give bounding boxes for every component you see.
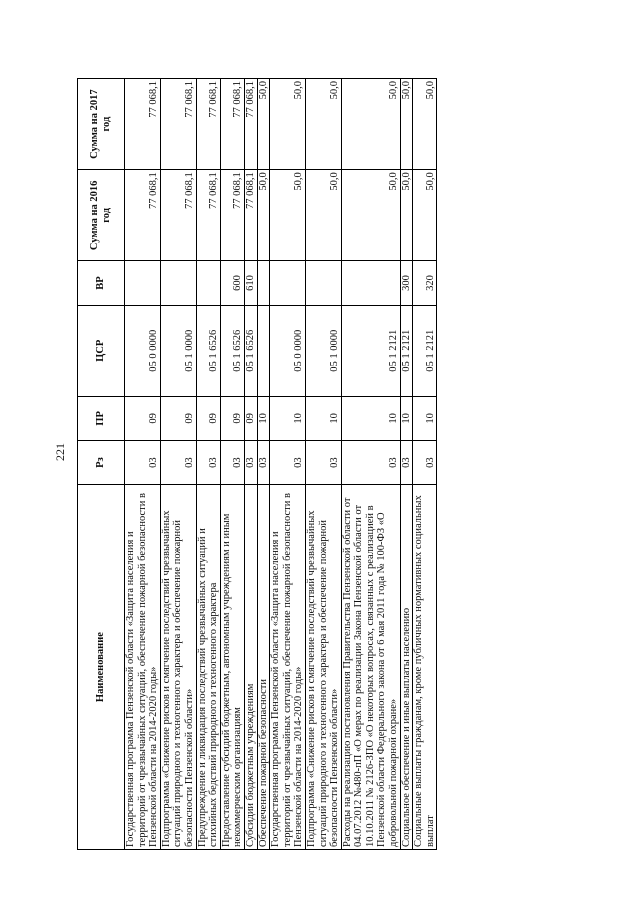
row-sum-2016: 77 068,1 — [220, 170, 244, 261]
table-row — [341, 79, 400, 850]
row-sum-2016: 50,0 — [305, 170, 341, 261]
row-name: Предоставление субсидий бюджетным, автономным учреждениям и иным некоммерческим организациям — [220, 485, 244, 850]
table-row — [220, 79, 244, 850]
row-pr: 10 — [413, 396, 437, 440]
row-pr: 10 — [341, 396, 400, 440]
row-vr — [196, 261, 220, 305]
row-name: Социальные выплаты гражданам, кроме публичных нормативных социальных выплат — [413, 485, 437, 850]
row-name: Подпрограмма «Снижение рисков и смягчение последствий чрезвычайных ситуаций природного и техногенного характера и обеспечение пожарной безопасности Пензенской области» — [160, 485, 196, 850]
row-name: Государственная программа Пензенской области «Защита населения и территорий от чрезвычайных ситуаций, обеспечение пожарной безопасности в Пензенской области на 2014-2020 годы» — [125, 485, 161, 850]
col-header-csr: ЦСР — [78, 305, 125, 396]
row-name: Социальное обеспечение и иные выплаты населению — [400, 485, 413, 850]
row-sum-2016: 50,0 — [341, 170, 400, 261]
row-pr: 10 — [305, 396, 341, 440]
table-header-row — [78, 79, 125, 850]
row-vr: 610 — [244, 261, 257, 305]
row-name: Государственная программа Пензенской области «Защита населения и территорий от чрезвычайных ситуаций, обеспечение пожарной безопасности в Пензенской области на 2014-2020 годы» — [270, 485, 306, 850]
row-csr: 05 0 0000 — [125, 305, 161, 396]
row-vr — [125, 261, 161, 305]
row-pr: 10 — [257, 396, 270, 440]
row-sum-2017: 50,0 — [270, 79, 306, 170]
row-sum-2017: 50,0 — [413, 79, 437, 170]
col-header-vr: ВР — [78, 261, 125, 305]
row-pr: 09 — [244, 396, 257, 440]
row-sum-2017: 50,0 — [400, 79, 413, 170]
table-row — [413, 79, 437, 850]
row-vr — [257, 261, 270, 305]
row-name: Обеспечение пожарной безопасности — [257, 485, 270, 850]
row-sum-2017: 77 068,1 — [196, 79, 220, 170]
table-row — [244, 79, 257, 850]
row-sum-2017: 50,0 — [257, 79, 270, 170]
row-sum-2016: 77 068,1 — [125, 170, 161, 261]
row-sum-2016: 77 068,1 — [244, 170, 257, 261]
row-name: Субсидии бюджетным учреждениям — [244, 485, 257, 850]
row-csr: 05 1 6526 — [196, 305, 220, 396]
col-header-pr: ПР — [78, 396, 125, 440]
table-row — [196, 79, 220, 850]
row-csr: 05 1 6526 — [244, 305, 257, 396]
row-sum-2017: 77 068,1 — [244, 79, 257, 170]
row-name: Подпрограмма «Снижение рисков и смягчение последствий чрезвычайных ситуаций природного и техногенного характера и обеспечение пожарной безопасности Пензенской области» — [305, 485, 341, 850]
row-pr: 10 — [400, 396, 413, 440]
row-rz: 03 — [305, 441, 341, 485]
rotated-table-container — [77, 78, 597, 850]
row-pr: 09 — [196, 396, 220, 440]
col-header-rz: Рз — [78, 441, 125, 485]
row-rz: 03 — [341, 441, 400, 485]
col-header-name: Наименование — [78, 485, 125, 850]
row-pr: 09 — [220, 396, 244, 440]
row-rz: 03 — [400, 441, 413, 485]
row-sum-2017: 77 068,1 — [160, 79, 196, 170]
row-csr: 05 1 6526 — [220, 305, 244, 396]
table-row — [305, 79, 341, 850]
col-header-sum-2017: Сумма на 2017 год — [78, 79, 125, 170]
row-rz: 03 — [257, 441, 270, 485]
table-row — [270, 79, 306, 850]
row-rz: 03 — [220, 441, 244, 485]
row-rz: 03 — [125, 441, 161, 485]
row-vr: 300 — [400, 261, 413, 305]
row-name: Предупреждение и ликвидация последствий чрезвычайных ситуаций и стихийных бедствий природного и техногенного характера — [196, 485, 220, 850]
row-pr: 10 — [270, 396, 306, 440]
row-sum-2016: 77 068,1 — [160, 170, 196, 261]
row-rz: 03 — [270, 441, 306, 485]
row-csr: 05 1 2121 — [341, 305, 400, 396]
row-vr: 320 — [413, 261, 437, 305]
row-rz: 03 — [160, 441, 196, 485]
row-sum-2016: 50,0 — [400, 170, 413, 261]
row-csr: 05 0 0000 — [270, 305, 306, 396]
row-sum-2017: 50,0 — [305, 79, 341, 170]
row-csr: 05 1 2121 — [413, 305, 437, 396]
table-row — [160, 79, 196, 850]
row-rz: 03 — [196, 441, 220, 485]
row-sum-2016: 50,0 — [257, 170, 270, 261]
row-sum-2016: 50,0 — [413, 170, 437, 261]
row-name: Расходы на реализацию постановления Правительства Пензенской области от 04.07.2012 №480-пП «О мерах по реализации Закона Пензенской области от 10.10.2011 № 2126-ЗПО «О некоторых вопросах, связанных с реализацией в Пензенской области Федерального закона от 6 мая 2011 года № 100-ФЗ «О добровольной пожарной охране» — [341, 485, 400, 850]
row-sum-2017: 77 068,1 — [220, 79, 244, 170]
row-vr — [305, 261, 341, 305]
row-csr: 05 1 2121 — [400, 305, 413, 396]
row-vr — [160, 261, 196, 305]
table-row — [125, 79, 161, 850]
row-csr: 05 1 0000 — [305, 305, 341, 396]
budget-table — [77, 78, 437, 850]
row-vr — [341, 261, 400, 305]
col-header-sum-2016: Сумма на 2016 год — [78, 170, 125, 261]
row-csr — [257, 305, 270, 396]
row-rz: 03 — [244, 441, 257, 485]
row-rz: 03 — [413, 441, 437, 485]
row-sum-2016: 77 068,1 — [196, 170, 220, 261]
row-pr: 09 — [160, 396, 196, 440]
table-row — [400, 79, 413, 850]
row-sum-2017: 50,0 — [341, 79, 400, 170]
row-sum-2017: 77 068,1 — [125, 79, 161, 170]
table-row — [257, 79, 270, 850]
row-sum-2016: 50,0 — [270, 170, 306, 261]
page-number: 221 — [53, 443, 67, 461]
row-csr: 05 1 0000 — [160, 305, 196, 396]
row-pr: 09 — [125, 396, 161, 440]
row-vr — [270, 261, 306, 305]
row-vr: 600 — [220, 261, 244, 305]
